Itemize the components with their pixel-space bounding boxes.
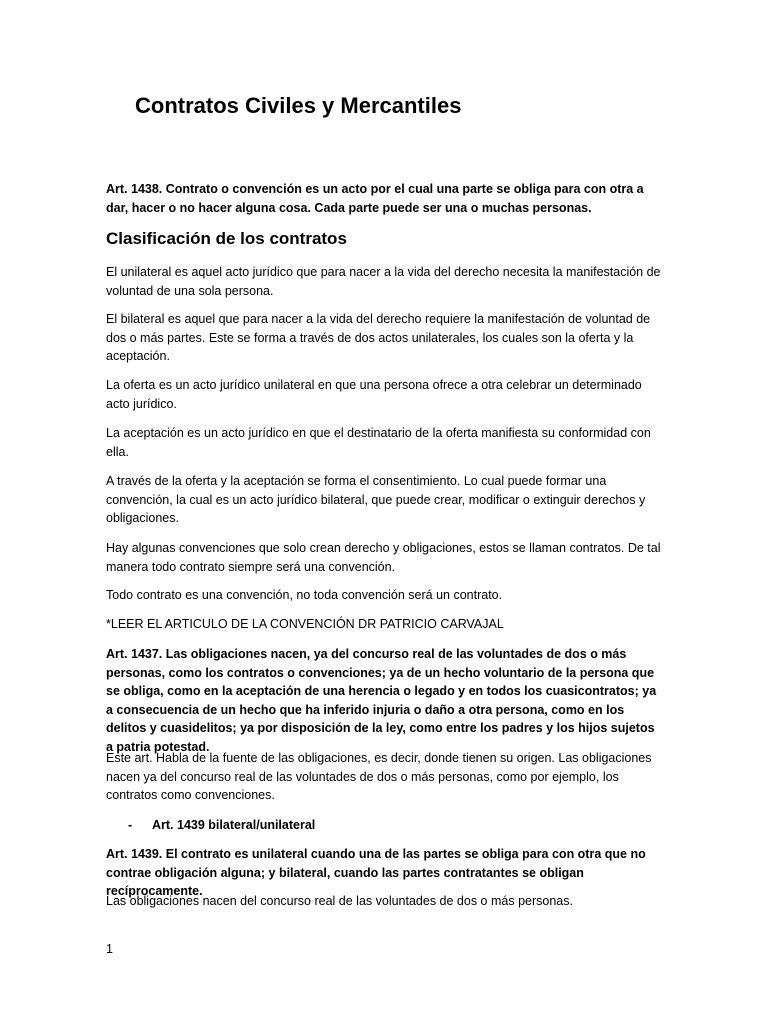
document-title: Contratos Civiles y Mercantiles (135, 93, 462, 118)
paragraph-final: Las obligaciones nacen del concurso real de las voluntades de dos o más personas. (106, 894, 573, 908)
paragraph-bilateral: El bilateral es aquel que para nacer a la vida del derecho requiere la manifestación de voluntad de dos o más partes. Este se forma a través de dos actos unilaterales, los cuales son la oferta y la aceptación. (106, 312, 651, 363)
paragraph-consentimiento: A través de la oferta y la aceptación se forma el consentimiento. Lo cual puede formar una convención, la cual es un acto jurídico bilateral, que puede crear, modificar o extinguir derechos y obligaciones. (106, 474, 646, 525)
paragraph-aceptacion: La aceptación es un acto jurídico en que el destinatario de la oferta manifiesta su conformidad con ella. (106, 426, 651, 459)
paragraph-unilateral: El unilateral es aquel acto jurídico que para nacer a la vida del derecho necesita la manifestación de voluntad de una sola persona. (106, 265, 661, 298)
paragraph-oferta: La oferta es un acto jurídico unilateral en que una persona ofrece a otra celebrar un determinado acto jurídico. (106, 378, 642, 411)
bullet-dash: - (128, 818, 133, 832)
bullet-item (128, 816, 315, 835)
paragraph-fuente: Este art. Habla de la fuente de las obligaciones, es decir, donde tienen su origen. Las obligaciones nacen ya del concurso real de las voluntades de dos o más personas, como por ejemplo, los contratos como convenciones. (106, 751, 652, 802)
article-1439: Art. 1439. El contrato es unilateral cuando una de las partes se obliga para con otra que no contrae obligación alguna; y bilateral, cuando las partes contratantes se obligan recíprocamente. (106, 847, 646, 898)
paragraph-todo-contrato: Todo contrato es una convención, no toda convención será un contrato. (106, 588, 503, 602)
paragraph-convenciones: Hay algunas convenciones que solo crean derecho y obligaciones, estos se llaman contratos. De tal manera todo contrato siempre será una convención. (106, 541, 661, 574)
bullet-text: Art. 1439 bilateral/unilateral (152, 818, 316, 832)
article-1437: Art. 1437. Las obligaciones nacen, ya del concurso real de las voluntades de dos o más personas, como los contratos o convenciones; ya de un hecho voluntario de la persona que se obliga, como en la aceptación de una herencia o legado y en todos los cuasicontratos; ya a consecuencia de un hecho que ha inferido injuria o daño a otra persona, como en los delitos y cuasidelitos; ya por disposición de la ley, como entre los padres y los hijos sujetos a patria potestad. (106, 647, 657, 754)
article-1438: Art. 1438. Contrato o convención es un acto por el cual una parte se obliga para con otra a dar, hacer o no hacer alguna cosa. Cada parte puede ser una o muchas personas. (106, 182, 644, 215)
paragraph-leer-articulo: *LEER EL ARTICULO DE LA CONVENCIÓN DR PATRICIO CARVAJAL (106, 617, 504, 631)
section-heading: Clasificación de los contratos (106, 229, 347, 248)
page-number: 1 (106, 942, 113, 956)
